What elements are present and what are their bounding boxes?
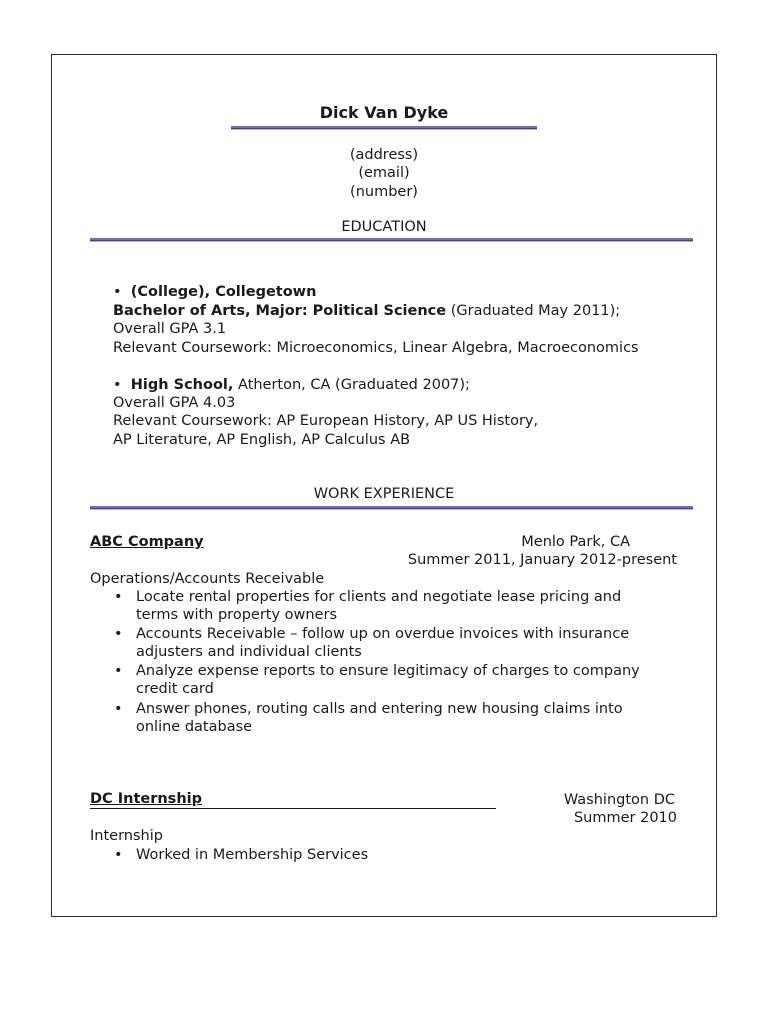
highschool-bullet: • — [113, 377, 122, 393]
college-graduated: (Graduated May 2011); — [446, 303, 621, 319]
bullet-dot: • — [114, 847, 123, 863]
highschool-coursework-line1: Relevant Coursework: AP European History, AP US History, — [113, 413, 539, 429]
education-rule — [90, 238, 693, 241]
applicant-name: Dick Van Dyke — [319, 103, 449, 122]
list-item — [114, 700, 656, 736]
college-degree-line — [113, 302, 620, 320]
list-item — [114, 588, 656, 624]
job-company: ABC Company — [90, 534, 204, 550]
work-heading: WORK EXPERIENCE — [313, 486, 455, 502]
college-bullet: • — [113, 284, 122, 300]
job-dates: Summer 2010 — [573, 810, 677, 826]
college-line — [113, 283, 316, 301]
bullet-dot: • — [114, 626, 123, 642]
work-rule — [90, 506, 693, 509]
highschool-line — [113, 376, 470, 394]
bullet-dot: • — [114, 701, 123, 717]
college-coursework: Relevant Coursework: Microeconomics, Linear Algebra, Macroeconomics — [113, 340, 639, 356]
highschool-name: High School, — [130, 377, 234, 393]
highschool-gpa: Overall GPA 4.03 — [113, 395, 236, 411]
job-location: Menlo Park, CA — [521, 534, 630, 550]
list-item-text: Accounts Receivable – follow up on overdue invoices with insurance adjusters and individual clients — [136, 626, 630, 660]
education-heading: EDUCATION — [341, 219, 427, 235]
college-city: Collegetown — [210, 284, 317, 300]
job-location: Washington DC — [563, 792, 675, 808]
list-item — [114, 625, 656, 661]
highschool-coursework-line2: AP Literature, AP English, AP Calculus AB — [113, 432, 411, 448]
list-item-text: Worked in Membership Services — [136, 847, 369, 863]
contact-email: (email) — [358, 165, 410, 181]
bullet-dot: • — [114, 663, 123, 679]
list-item — [114, 662, 656, 698]
bullet-dot: • — [114, 589, 123, 605]
college-gpa: Overall GPA 3.1 — [113, 321, 227, 337]
job-company: DC Internship — [90, 791, 496, 809]
college-degree: Bachelor of Arts, Major: Political Science — [113, 303, 447, 319]
name-underline — [231, 126, 537, 129]
list-item-text: Analyze expense reports to ensure legitimacy of charges to company credit card — [136, 663, 640, 697]
contact-address: (address) — [349, 147, 419, 163]
job-role: Internship — [90, 828, 163, 844]
college-name: (College), — [130, 284, 211, 300]
list-item — [114, 846, 656, 864]
job-dates: Summer 2011, January 2012-present — [407, 552, 677, 568]
contact-number: (number) — [350, 184, 418, 200]
job-role: Operations/Accounts Receivable — [90, 571, 325, 587]
list-item-text: Answer phones, routing calls and entering new housing claims into online database — [136, 701, 623, 735]
list-item-text: Locate rental properties for clients and negotiate lease pricing and terms with property owners — [136, 589, 622, 623]
highschool-details: Atherton, CA (Graduated 2007); — [233, 377, 470, 393]
